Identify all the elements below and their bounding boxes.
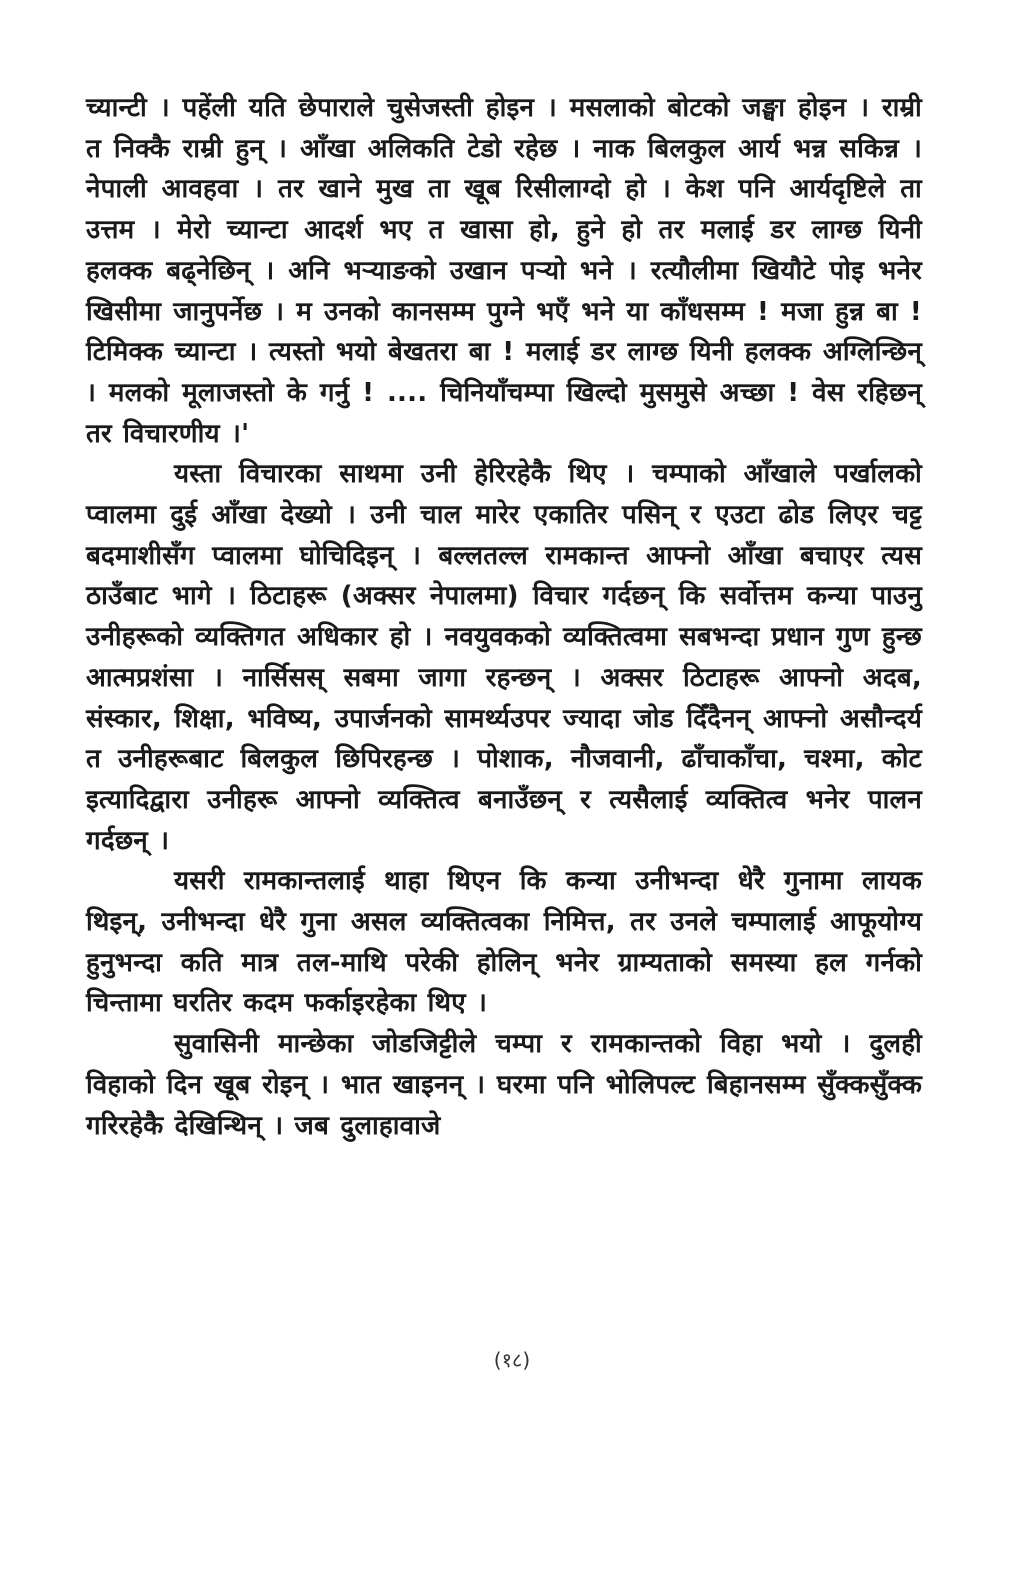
body-text (86, 88, 922, 1146)
paragraph-wedding: सुवासिनी मान्छेका जोडजिट्टीले चम्पा र रामकान्तको विहा भयो । दुलही विहाको दिन खूब रोइन् । भात खाइनन् । घरमा पनि भोलिपल्ट बिहानसम्म सुँक्कसुँक्क गरिरहेकै देखिन्थिन् । जब दुलाहावाजे (86, 1029, 922, 1141)
paragraph-ramkant-unaware: यसरी रामकान्तलाई थाहा थिएन कि कन्या उनीभन्दा धेरै गुनामा लायक थिइन्, उनीभन्दा धेरै गुना असल व्यक्तित्वका निमित्त, तर उनले चम्पालाई आफूयोग्य हुनुभन्दा कति मात्र तल-माथि परेकी होलिन् भनेर ग्राम्यताको समस्या हल गर्नको चिन्तामा घरतिर कदम फर्काइरहेका थिए । (86, 866, 922, 1019)
paragraph-ramkant-thoughts: यस्ता विचारका साथमा उनी हेरिरहेकै थिए । चम्पाको आँखाले पर्खालको प्वालमा दुई आँखा देख्यो । उनी चाल मारेर एकातिर पसिन् र एउटा ढोड लिएर चट्ट बदमाशीसँग प्वालमा घोचिदिइन् । बल्लतल्ल रामकान्त आफ्नो आँखा बचाएर त्यस ठाउँबाट भागे । ठिटाहरू (अक्सर नेपालमा) विचार गर्दछन् कि सर्वोत्तम कन्या पाउनु उनीहरूको व्यक्तिगत अधिकार हो । नवयुवकको व्यक्तित्वमा सबभन्दा प्रधान गुण हुन्छ आत्मप्रशंसा । नार्सिसस् सबमा जागा रहन्छन् । अक्सर ठिटाहरू आफ्नो अदब, संस्कार, शिक्षा, भविष्य, उपार्जनको सामर्थ्यउपर ज्यादा जोड दिँदैनन् आफ्नो असौन्दर्य त उनीहरूबाट बिलकुल छिपिरहन्छ । पोशाक, नौजवानी, ढाँचाकाँचा, चश्मा, कोट इत्यादिद्वारा उनीहरू आफ्नो व्यक्तित्व बनाउँछन् र त्यसैलाई व्यक्तित्व भनेर पालन गर्दछन् । (86, 459, 922, 856)
paragraph-continuation: च्यान्टी । पहेंली यति छेपाराले चुसेजस्ती होइन । मसलाको बोटको जङ्घा होइन । राम्री त निक्कै राम्री हुन् । आँखा अलिकति टेडो रहेछ । नाक बिलकुल आर्य भन्न सकिन्न । नेपाली आवहवा । तर खाने मुख ता खूब रिसीलाग्दो हो । केश पनि आर्यदृष्टिले ता उत्तम । मेरो च्यान्टा आदर्श भए त खासा हो, हुने हो तर मलाई डर लाग्छ यिनी हलक्क बढ्नेछिन् । अनि भऱ्याङको उखान पऱ्यो भने । रत्यौलीमा खियौटे पोइ भनेर खिसीमा जानुपर्नेछ । म उनको कानसम्म पुग्ने भएँ भने या काँधसम्म ! मजा हुन्न बा ! टिमिक्क च्यान्टा । त्यस्तो भयो बेखतरा बा ! मलाई डर लाग्छ यिनी हलक्क अग्लिन्छिन् । मलको मूलाजस्तो के गर्नु ! .... चिनियाँचम्पा खिल्दो मुसमुसे अच्छा ! वेस रहिछन् तर विचारणीय ।' (86, 93, 922, 449)
page-number: (१८) (493, 1348, 531, 1372)
